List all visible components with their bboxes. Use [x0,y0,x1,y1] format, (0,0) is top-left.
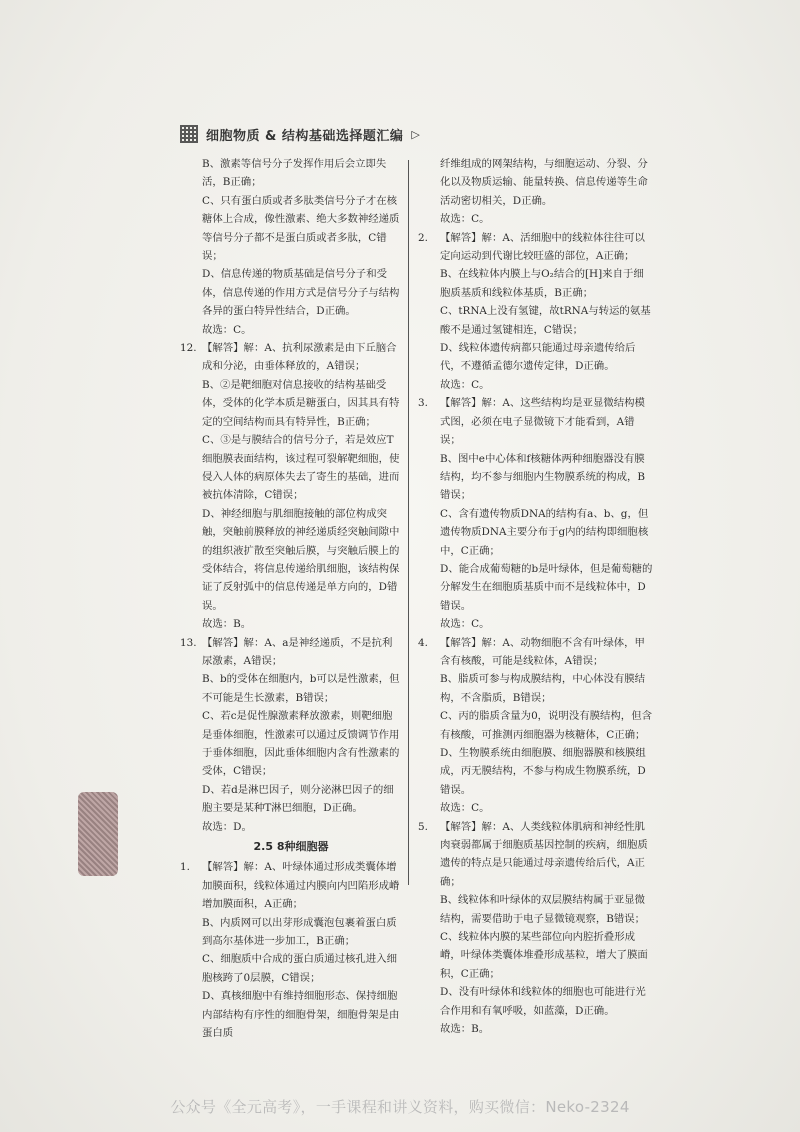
section-title: 2.5 8种细胞器 [253,840,329,854]
answer-line: 【解答】解：A、a是神经递质，不是抗利尿激素，A错误； [202,636,393,667]
answer-line: D、神经细胞与肌细胞接触的部位构成突触，突触前膜释放的神经递质经突触间隙中的组织液扩散至突触后膜，与突触后膜上的受体结合，将信息传递给肌细胞，该结构保证了反射弧中的信息传递是单方向的，D错误。 [202,507,400,612]
answer-line: D、真核细胞中有维持细胞形态、保持细胞内部结构有序性的细胞骨架，细胞骨架是由蛋白质 [202,990,400,1040]
answer-line: C、细胞质中合成的蛋白质通过核孔进入细胞核跨了0层膜，C错误； [202,953,397,984]
answer-line: 【解答】解：A、抗利尿激素是由下丘脑合成和分泌，由垂体释放的，A错误； [202,342,397,373]
header-title: 细胞物质 & 结构基础选择题汇编 [206,128,404,144]
question-number: 3. [418,397,428,410]
question-number: 13. [180,636,197,649]
left-column [180,155,402,1043]
answer-line: B、b的受体在细胞内，b可以是性激素，但不可能是生长激素，B错误； [202,673,400,704]
answer-line: 【解答】解：A、活细胞中的线粒体往往可以定向运动到代谢比较旺盛的部位，A正确； [440,231,645,263]
answer-conclusion: 故选：C。 [440,213,490,226]
answer-line: 【解答】解：A、叶绿体通过形成类囊体增加膜面积，线粒体通过内膜向内凹陷形成嵴增加膜面积，A正确； [202,861,400,911]
footer-watermark: 公众号《全元高考》，一手课程和讲义资料，购买微信：Neko-2324 [170,1098,630,1116]
question-number: 4. [418,636,428,649]
answer-line: 【解答】解：A、动物细胞不含有叶绿体，甲含有核酸，可能是线粒体，A错误； [440,636,645,667]
answer-line: B、在线粒体内膜上与O₂结合的[H]来自于细胞质基质和线粒体基质，B正确； [440,268,644,299]
answer-section-1-continued [418,155,653,229]
answer-line: C、③是与膜结合的信号分子，若是效应T细胞膜表面结构，该过程可裂解靶细胞，使侵入人体的病原体失去了寄生的基础，进而被抗体清除，C错误； [202,434,400,502]
answer-line: 【解答】解：A、这些结构均是亚显微结构模式图，必须在电子显微镜下才能看到，A错误； [440,397,645,447]
answer-12 [180,339,402,634]
answer-line: C、丙的脂质含量为0，说明没有膜结构，但含有核酸，可推测丙细胞器为核糖体，C正确； [440,710,652,741]
answer-section-5 [418,818,653,1039]
answer-conclusion: 故选：C。 [440,618,490,631]
answer-line: C、tRNA上没有氢键，故tRNA与转运的氨基酸不是通过氢键相连，C错误； [440,305,651,336]
answer-line: B、内质网可以出芽形成囊泡包裹着蛋白质到高尔基体进一步加工，B正确； [202,916,397,948]
qr-code-icon [180,125,198,143]
answer-line: B、脂质可参与构成膜结构，中心体没有膜结构，不含脂质，B错误； [440,673,646,704]
answer-line: B、线粒体和叶绿体的双层膜结构属于亚显微结构，需要借助于电子显微镜观察，B错误； [440,894,646,925]
answer-line: D、生物膜系统由细胞膜、细胞器膜和核膜组成，丙无膜结构，不参与构成生物膜系统，D错误。 [440,747,646,796]
answer-section-2 [418,229,653,395]
answer-line: D、能合成葡萄糖的b是叶绿体，但是葡萄糖的分解发生在细胞质基质中而不是线粒体中，D错误。 [440,562,653,612]
answer-conclusion: 故选：C。 [202,323,252,336]
answer-conclusion: 故选：B。 [440,1023,490,1036]
play-arrow-icon: ▷ [411,127,420,141]
answer-line: B、激素等信号分子发挥作用后会立即失活，B正确； [202,158,387,189]
page-header [180,123,420,145]
answer-13 [180,634,402,836]
answer-line: C、若c是促性腺激素释放激素，则靶细胞是垂体细胞，性激素可以通过反馈调节作用于垂体细胞，因此垂体细胞内含有性激素的受体，C错误； [202,710,400,778]
answer-conclusion: 故选：C。 [440,378,490,391]
answer-section-3 [418,394,653,633]
answer-section-1 [180,858,402,1042]
answer-line: 纤维组成的网架结构，与细胞运动、分裂、分化以及物质运输、能量转换、信息传递等生命活动密切相关，D正确。 [440,158,648,207]
page-tab-stamp [78,792,118,876]
answer-line: 【解答】解：A、人类线粒体肌病和神经性肌肉衰弱都属于细胞质基因控制的疾病，细胞质遗传的特点是只能通过母亲遗传给后代，A正确； [440,820,648,888]
answer-line: D、若d是淋巴因子，则分泌淋巴因子的细胞主要是某种T淋巴细胞，D正确。 [202,783,394,815]
answer-line: C、线粒体内膜的某些部位向内腔折叠形成嵴，叶绿体类囊体堆叠形成基粒，增大了膜面积，C正确； [440,931,648,980]
column-divider [408,160,409,885]
answer-conclusion: 故选：D。 [202,820,252,833]
question-number: 2. [418,231,428,244]
question-number: 5. [418,820,428,833]
answer-line: C、只有蛋白质或者多肽类信号分子才在核糖体上合成，像性激素、绝大多数神经递质等信号分子都不是蛋白质或者多肽，C错误； [202,194,400,263]
question-number: 1. [180,861,190,874]
answer-line: C、含有遗传物质DNA的结构有a、b、g，但遗传物质DNA主要分布于g内的结构即细胞核中，C正确； [440,507,649,557]
answer-line: B、②是靶细胞对信息接收的结构基础受体，受体的化学本质是糖蛋白，因其具有特定的空间结构而具有特异性，B正确； [202,378,400,428]
question-number: 12. [180,342,197,355]
answer-line: D、线粒体遗传病都只能通过母亲遗传给后代，不遵循孟德尔遗传定律，D正确。 [440,342,636,373]
answer-11-continued [180,155,402,339]
answer-line: D、没有叶绿体和线粒体的细胞也可能进行光合作用和有氧呼吸，如蓝藻，D正确。 [440,986,646,1017]
answer-conclusion: 故选：C。 [440,802,490,815]
answer-line: B、图中e中心体和f核糖体两种细胞器没有膜结构，均不参与细胞内生物膜系统的构成，B错误； [440,452,646,502]
answer-line: D、信息传递的物质基础是信号分子和受体，信息传递的作用方式是信号分子与结构各异的蛋白特异性结合，D正确。 [202,268,400,318]
right-column [418,155,653,1039]
answer-conclusion: 故选：B。 [202,618,252,631]
answer-section-4 [418,634,653,818]
